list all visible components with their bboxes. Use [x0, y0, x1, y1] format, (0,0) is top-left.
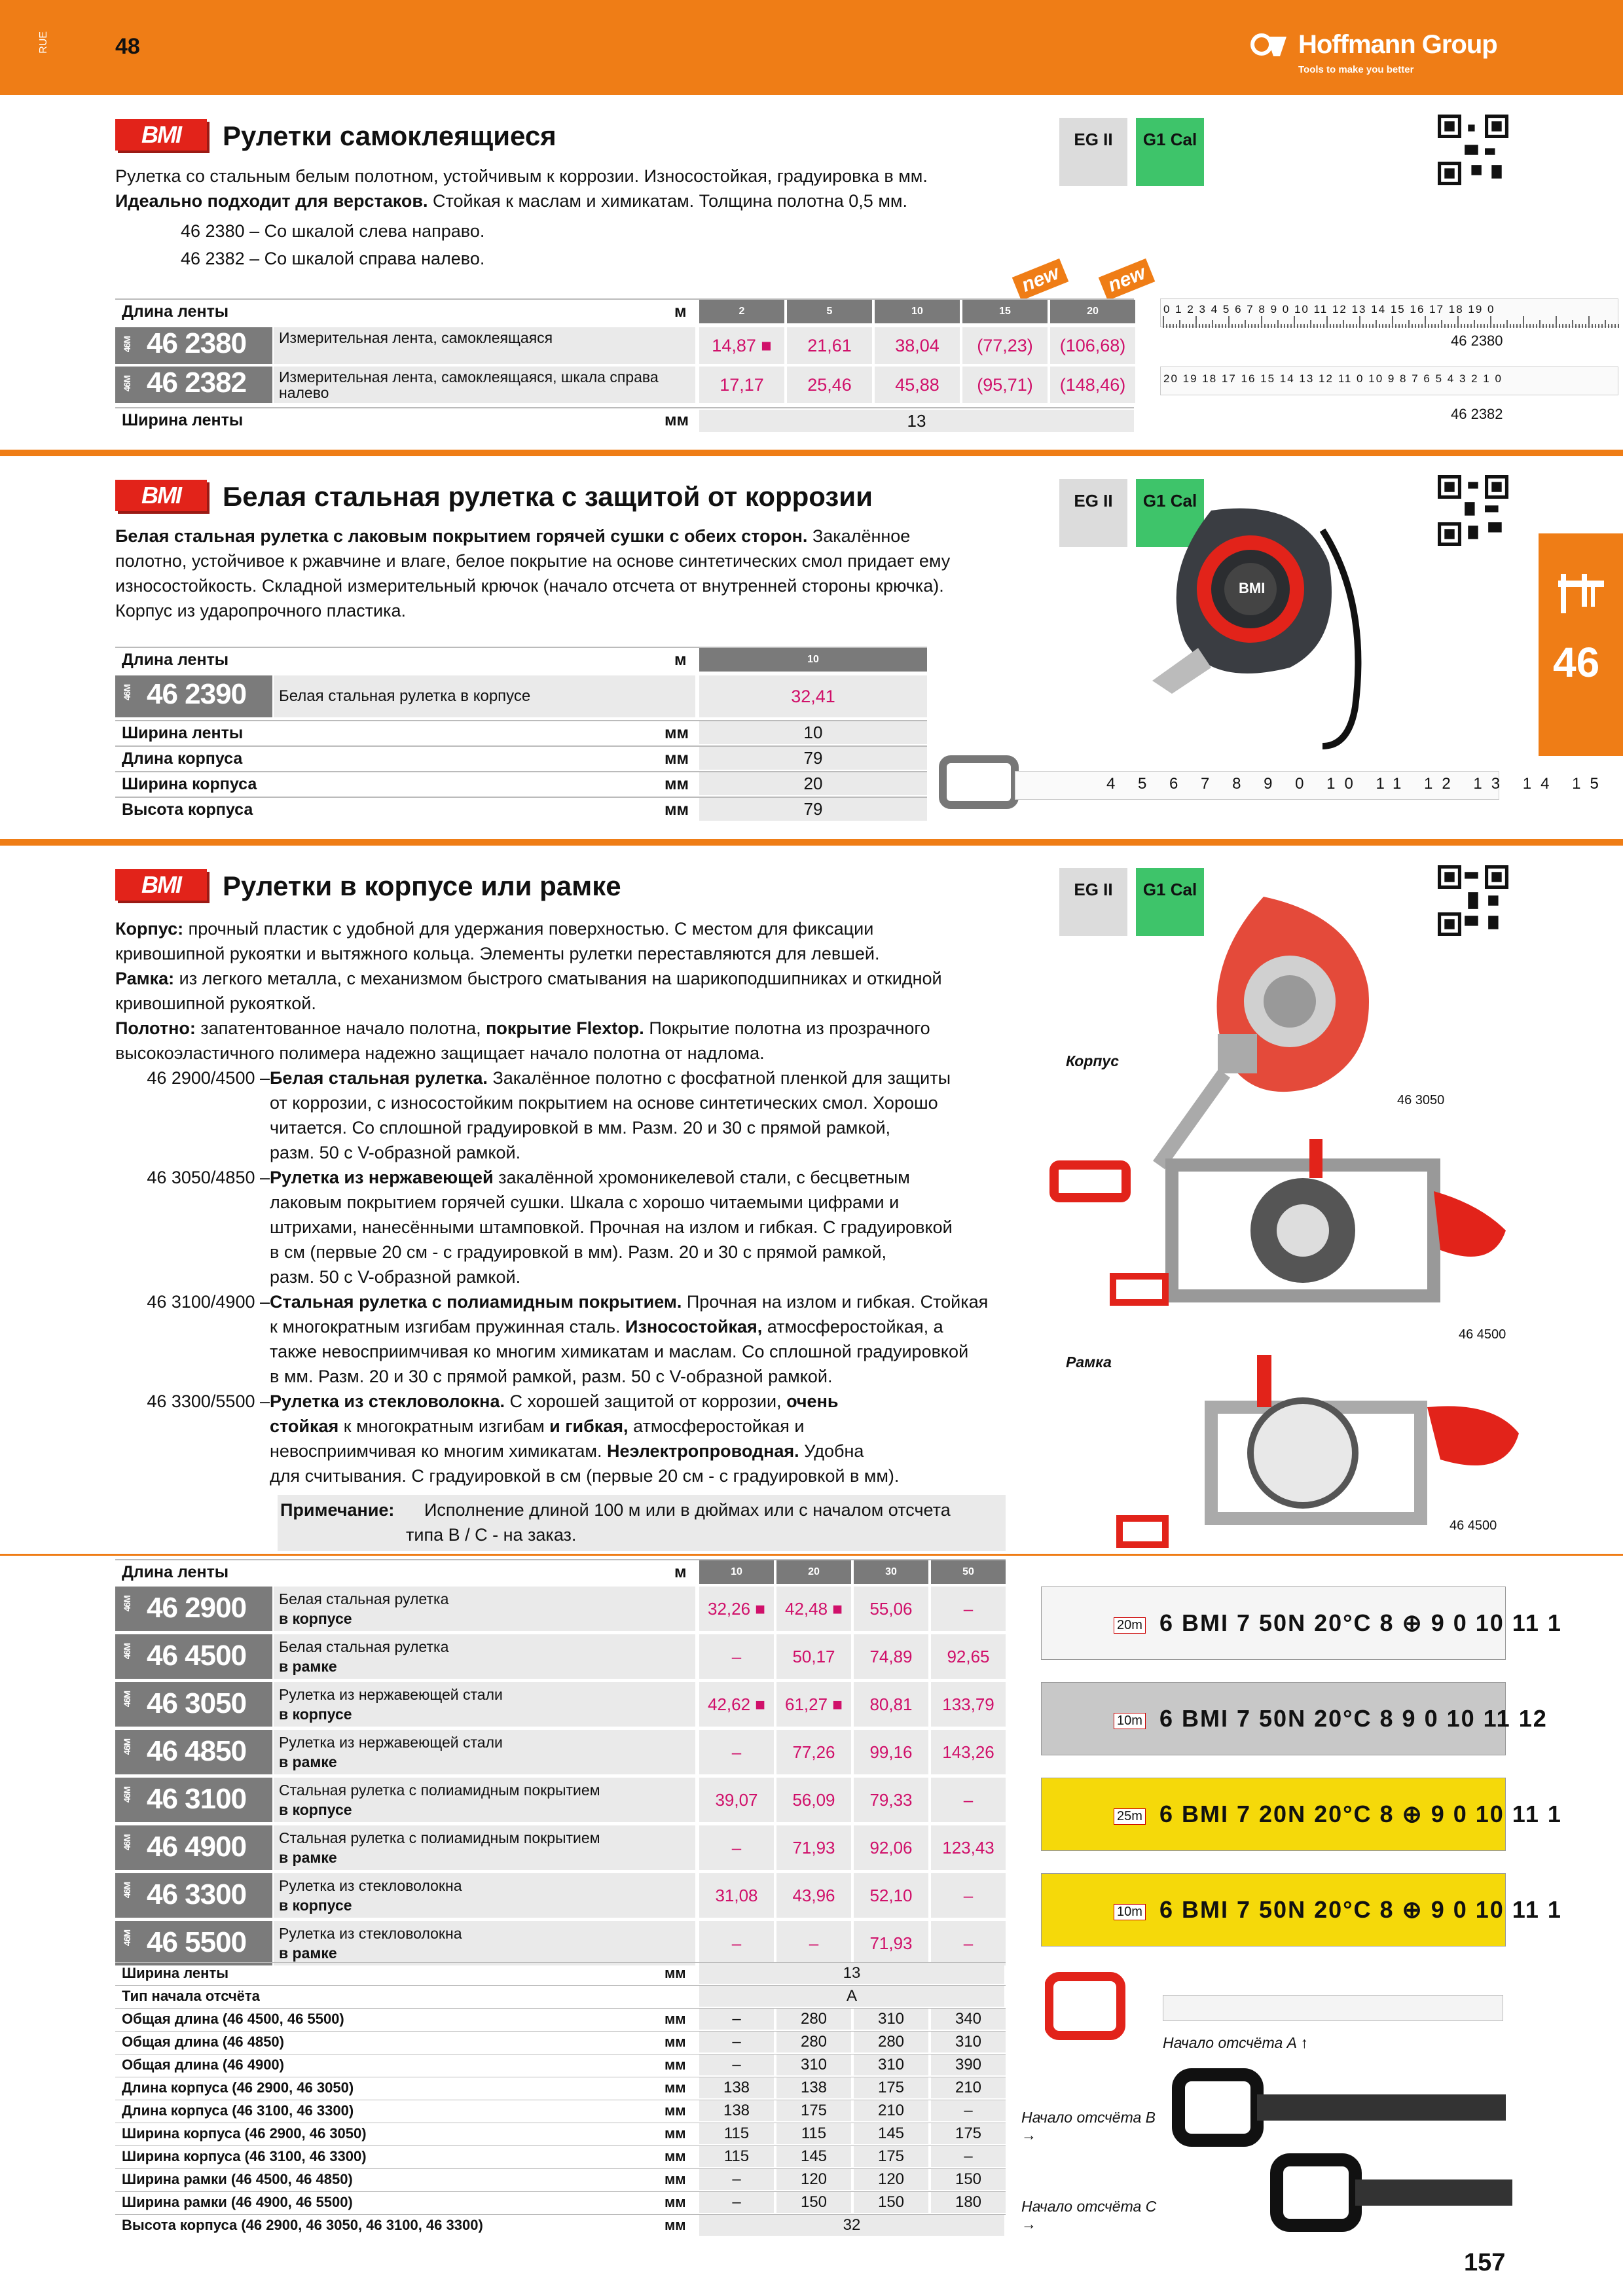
row-label: Ширина корпуса	[122, 775, 257, 793]
tape-digits: 6 BMI 7 20N 20°C 8 ⊕ 9 0 10 11 1	[1159, 1801, 1562, 1827]
length-header: 15	[962, 300, 1048, 323]
property-value: 150	[931, 2169, 1006, 2190]
price: 77,26	[776, 1730, 851, 1774]
desc-line: Полотно: запатентованное начало полотна, покрытие Flextop. Покрытие полотна из прозрачного	[115, 1018, 930, 1038]
property-value: –	[699, 2192, 774, 2213]
length-header: 2	[699, 300, 784, 323]
price: 42,48 ■	[776, 1587, 851, 1631]
article-tag: 46M	[122, 376, 132, 392]
variant-description: Рулетка из стекловолокна. С хорошей защитой от коррозии, очень стойкая к многократным изгибам и гибкая, атмосферостойкая и невосприимчивая ко многим химикатам. Неэлектропроводная. Удобна для считывания. С градуировкой в см (первые 20 см - с градуировкой в мм).	[270, 1391, 900, 1486]
unit: мм	[665, 775, 689, 793]
price: –	[699, 1825, 774, 1870]
unit: мм	[665, 749, 689, 768]
property-value: 210	[854, 2100, 928, 2121]
tape-digits: 4 5 6 7 8 9 0 10 11 12 13 14 15	[1106, 775, 1608, 793]
description-line: в корпусе	[279, 1801, 352, 1818]
property-value: –	[931, 2146, 1006, 2167]
article-number[interactable]	[115, 1778, 272, 1822]
article-tag: 46M	[122, 1882, 132, 1899]
price: (106,68)	[1050, 327, 1135, 364]
unit: мм	[665, 2194, 686, 2210]
unit: мм	[665, 2079, 686, 2096]
section-description	[115, 164, 928, 213]
row-label: Ширина ленты	[122, 411, 244, 429]
row-label: Общая длина (46 4500, 46 5500)	[122, 2011, 344, 2027]
variant-description: Рулетка из нержавеющей закалённой хромоникелевой стали, с бесцветным лаковым покрытием горячей сушки. Шкала с хорошо читаемыми цифрами и штрихами, нанесёнными штамповкой. Прочная на излом и гибкая. С градуировкой в см (первые 20 см - с градуировкой в мм). Разм. 20 и 30 с прямой рамкой, разм. 50 с V-образной рамкой.	[270, 1168, 953, 1287]
price: –	[699, 1921, 774, 1965]
product-description	[274, 1634, 695, 1679]
price: –	[699, 1634, 774, 1679]
brand-tagline: Tools to make you better	[1298, 64, 1414, 75]
row-label: Общая длина (46 4900)	[122, 2056, 284, 2073]
page-number-top: 48	[115, 34, 140, 59]
property-value: 138	[776, 2077, 851, 2098]
description-line: Белая стальная рулетка	[279, 1590, 449, 1607]
price: 92,65	[931, 1634, 1006, 1679]
start-type-b-label: Начало отсчёта B →	[1021, 2109, 1156, 2144]
article-number[interactable]	[115, 327, 272, 364]
article-code: 46 5500	[147, 1926, 247, 1958]
length-header: 10	[699, 648, 927, 672]
article-code: 46 2900	[147, 1592, 247, 1624]
image-caption-case: Корпус	[1066, 1052, 1119, 1069]
property-value: 32	[699, 2215, 1004, 2236]
desc-line: Идеально подходит для верстаков. Стойкая к маслам и химикатам. Толщина полотна 0,5 мм.	[115, 191, 907, 211]
unit: мм	[665, 1965, 686, 1981]
desc-line: высокоэластичного полимера надежно защищает начало полотна от надлома.	[115, 1043, 765, 1063]
variant-description: Стальная рулетка с полиамидным покрытием. Прочная на излом и гибкая. Стойкая к многократным изгибам пружинная сталь. Износостойкая, атмосферостойкая, а также невосприимчивая ко многим химикатам и маслам. Со сплошной градуировкой в мм. Разм. 20 и 30 с прямой рамкой, разм. 50 с V-образной рамкой.	[270, 1292, 989, 1386]
tape-length-tag: 10m	[1114, 1713, 1146, 1729]
property-value: 145	[776, 2146, 851, 2167]
property-value: 138	[699, 2077, 774, 2098]
article-code: 46 2380	[147, 327, 247, 359]
article-number[interactable]: 46M 46 2390	[115, 675, 272, 717]
section-description	[115, 916, 942, 1066]
price: 61,27 ■	[776, 1682, 851, 1727]
description-line: в рамке	[279, 1945, 337, 1962]
bmi-logo: BMI	[115, 119, 207, 151]
divider	[115, 407, 1134, 408]
price: 92,06	[854, 1825, 928, 1870]
unit: м	[674, 651, 687, 669]
length-header: 10	[699, 1560, 774, 1584]
desc-line: Рулетка со стальным белым полотном, устойчивым к коррозии. Износостойкая, градуировка в мм.	[115, 166, 928, 186]
length-header: 50	[931, 1560, 1006, 1584]
price: 79,33	[854, 1778, 928, 1822]
unit: мм	[665, 2171, 686, 2187]
variant-code: 46 3100/4900 –	[147, 1292, 270, 1312]
description-line: Белая стальная рулетка	[279, 1638, 449, 1655]
unit: мм	[665, 2011, 686, 2027]
image-caption: 46 2380	[1451, 332, 1503, 349]
tape-digits: 6 BMI 7 50N 20°C 8 9 0 10 11 12	[1159, 1705, 1548, 1732]
length-header: 30	[854, 1560, 928, 1584]
price: –	[699, 1730, 774, 1774]
caliper-icon	[1552, 567, 1611, 626]
bmi-logo: BMI	[115, 869, 207, 901]
section-description	[115, 524, 950, 623]
row-label: Ширина рамки (46 4500, 46 4850)	[122, 2171, 353, 2187]
tape-sample	[1041, 1778, 1562, 1851]
property-value: 115	[699, 2146, 774, 2167]
price: 45,88	[875, 367, 960, 403]
article-tag: 46M	[122, 336, 132, 353]
bmi-logo: BMI	[115, 480, 207, 511]
price: 38,04	[875, 327, 960, 364]
price: 43,96	[776, 1873, 851, 1918]
property-value: 175	[776, 2100, 851, 2121]
image-article-label: 46 3050	[1397, 1093, 1445, 1107]
unit: мм	[665, 2148, 686, 2164]
section-separator	[0, 839, 1623, 846]
price: 143,26	[931, 1730, 1006, 1774]
unit: мм	[665, 2125, 686, 2142]
length-header: 5	[787, 300, 872, 323]
eg-badge: EG II	[1059, 868, 1127, 936]
new-badge: new	[1012, 259, 1069, 301]
property-value: –	[931, 2100, 1006, 2121]
price: (95,71)	[962, 367, 1048, 403]
article-number[interactable]	[115, 1634, 272, 1679]
svg-text:BMI: BMI	[1239, 580, 1266, 596]
section-tab-number: 46	[1553, 639, 1600, 686]
description-line: в рамке	[279, 1753, 337, 1770]
price: 74,89	[854, 1634, 928, 1679]
image-caption: 46 2382	[1451, 406, 1503, 422]
price: (77,23)	[962, 327, 1048, 364]
article-tag: 46M	[122, 1691, 132, 1708]
price: 52,10	[854, 1873, 928, 1918]
row-label: Длина ленты	[122, 302, 229, 321]
product-description	[274, 1587, 695, 1631]
property-value: 150	[776, 2192, 851, 2213]
property-value: 310	[854, 2054, 928, 2075]
row-label: Высота корпуса (46 2900, 46 3050, 46 3100, 46 3300)	[122, 2217, 483, 2233]
new-badge: new	[1099, 259, 1156, 301]
product-description	[274, 1682, 695, 1727]
property-value: A	[699, 1986, 1004, 2007]
unit: мм	[665, 724, 689, 742]
start-type-b-image	[1172, 2068, 1512, 2147]
g1-cal-badge: G1 Cal	[1136, 118, 1204, 186]
desc-line: Белая стальная рулетка с лаковым покрытием горячей сушки с обеих сторон. Закалённое	[115, 526, 911, 546]
product-description	[274, 1825, 695, 1870]
description-line: Стальная рулетка с полиамидным покрытием	[279, 1782, 600, 1799]
description-line: Рулетка из стекловолокна	[279, 1925, 462, 1942]
product-description: Измерительная лента, самоклеящаяся	[274, 327, 695, 364]
g1-cal-badge: G1 Cal	[1136, 868, 1204, 936]
price: 32,41	[699, 675, 927, 717]
language-code: RUE	[38, 31, 49, 54]
variant-item: 46 2380 – Со шкалой слева направо.	[181, 221, 485, 241]
tape-sample	[1041, 1587, 1562, 1660]
property-value: 175	[854, 2077, 928, 2098]
note-text: типа B / C - на заказ.	[406, 1525, 577, 1545]
property-value: 79	[699, 798, 927, 821]
unit: м	[674, 1563, 687, 1581]
article-number[interactable]	[115, 367, 272, 403]
section-tab[interactable]	[1539, 533, 1623, 756]
article-number[interactable]	[115, 1730, 272, 1774]
product-description: Белая стальная рулетка в корпусе	[274, 675, 695, 717]
unit: мм	[665, 2102, 686, 2119]
tape-length-tag: 10m	[1114, 1904, 1146, 1920]
row-label: Общая длина (46 4850)	[122, 2034, 284, 2050]
desc-line: кривошипной рукоятки и вытяжного кольца. Элементы рулетки переставляются для левшей.	[115, 944, 880, 963]
section-title: Белая стальная рулетка с защитой от коррозии	[223, 481, 873, 512]
hoffmann-logo-icon	[1247, 30, 1293, 63]
unit: мм	[665, 411, 689, 429]
variant-list	[181, 219, 484, 271]
row-label: Тип начала отсчёта	[122, 1988, 260, 2004]
desc-line: Рамка: из легкого металла, с механизмом быстрого сматывания на шарикоподшипниках и откидной	[115, 969, 942, 988]
article-number[interactable]	[115, 1682, 272, 1727]
image-article-label: 46 4500	[1450, 1518, 1497, 1533]
desc-line: полотно, устойчивое к ржавчине и влаге, белое покрытие на основе синтетических смол придает ему	[115, 551, 951, 571]
price: 25,46	[787, 367, 872, 403]
desc-line: Корпус из ударопрочного пластика.	[115, 601, 407, 620]
description-line: в корпусе	[279, 1897, 352, 1914]
article-code: 46 4850	[147, 1735, 247, 1767]
desc-line: кривошипной рукояткой.	[115, 994, 316, 1013]
row-label: Ширина ленты	[122, 724, 244, 742]
price: (148,46)	[1050, 367, 1135, 403]
property-value: 210	[931, 2077, 1006, 2098]
property-value: 10	[699, 721, 927, 744]
article-code: 46 3050	[147, 1687, 247, 1719]
row-label: Высота корпуса	[122, 800, 253, 819]
tape-image	[936, 753, 1608, 812]
tape-digits: 6 BMI 7 50N 20°C 8 ⊕ 9 0 10 11 1	[1159, 1896, 1562, 1923]
desc-line: Корпус: прочный пластик с удобной для удержания поверхностью. С местом для фиксации	[115, 919, 874, 939]
price: 39,07	[699, 1778, 774, 1822]
article-code: 46 3100	[147, 1783, 247, 1815]
description-line: Стальная рулетка с полиамидным покрытием	[279, 1829, 600, 1846]
eg-badge: EG II	[1059, 118, 1127, 186]
row-label: Длина корпуса (46 3100, 46 3300)	[122, 2102, 354, 2119]
property-value: 145	[854, 2123, 928, 2144]
description-line: в рамке	[279, 1849, 337, 1866]
product-description	[274, 1730, 695, 1774]
description-line: в рамке	[279, 1658, 337, 1675]
price: 133,79	[931, 1682, 1006, 1727]
price: –	[931, 1921, 1006, 1965]
property-value: –	[699, 2009, 774, 2030]
property-value: 150	[854, 2192, 928, 2213]
property-value: 180	[931, 2192, 1006, 2213]
unit: мм	[665, 2217, 686, 2233]
article-number[interactable]	[115, 1921, 272, 1965]
page-number-bottom: 157	[1464, 2249, 1506, 2276]
article-tag: 46M	[122, 1930, 132, 1946]
unit: м	[674, 302, 687, 321]
length-header: 20	[1050, 300, 1135, 323]
property-value: 280	[776, 2032, 851, 2053]
article-code: 46 3300	[147, 1878, 247, 1910]
tape-length-tag: 25m	[1114, 1808, 1146, 1825]
start-type-a-image	[1045, 1970, 1503, 2042]
description-line: Рулетка из нержавеющей стали	[279, 1686, 503, 1703]
price: 80,81	[854, 1682, 928, 1727]
tape-image-ltr	[1160, 298, 1618, 327]
price: 55,06	[854, 1587, 928, 1631]
product-description	[274, 1873, 695, 1918]
row-label: Длина ленты	[122, 651, 229, 669]
note-box	[278, 1495, 1006, 1551]
property-value: –	[699, 2032, 774, 2053]
price: 14,87 ■	[699, 327, 784, 364]
price: 56,09	[776, 1778, 851, 1822]
variant-description: Белая стальная рулетка. Закалённое полотно с фосфатной пленкой для защиты от коррозии, с износостойким покрытием на основе синтетических смол. Хорошо читается. Со сплошной градуировкой в мм. Разм. 20 и 30 с прямой рамкой, разм. 50 с V-образной рамкой.	[270, 1068, 951, 1162]
section-separator	[0, 450, 1623, 456]
price: 32,26 ■	[699, 1587, 774, 1631]
tape-digits: 6 BMI 7 50N 20°C 8 ⊕ 9 0 10 11 1	[1159, 1609, 1562, 1636]
variant-code: 46 2900/4500 –	[147, 1068, 270, 1088]
section-title: Рулетки в корпусе или рамке	[223, 870, 621, 901]
property-value: –	[699, 2054, 774, 2075]
price: –	[931, 1873, 1006, 1918]
qr-code-icon[interactable]	[1438, 115, 1508, 185]
article-tag: 46M	[122, 1643, 132, 1660]
brand-name: Hoffmann Group	[1298, 30, 1497, 59]
property-value: 310	[776, 2054, 851, 2075]
unit: мм	[665, 800, 689, 819]
desc-line: износостойкость. Складной измерительный крючок (начало отсчета от внутренней стороны крючка).	[115, 576, 944, 596]
price: –	[776, 1921, 851, 1965]
property-value: 20	[699, 772, 927, 795]
price: 42,62 ■	[699, 1682, 774, 1727]
price: –	[931, 1778, 1006, 1822]
property-value: 120	[776, 2169, 851, 2190]
row-label: Ширина корпуса (46 2900, 46 3050)	[122, 2125, 367, 2142]
section-title: Рулетки самоклеящиеся	[223, 120, 556, 151]
property-value: 120	[854, 2169, 928, 2190]
article-code: 46 4900	[147, 1831, 247, 1863]
price: 71,93	[776, 1825, 851, 1870]
description-line: Рулетка из стекловолокна	[279, 1877, 462, 1894]
price: 123,43	[931, 1825, 1006, 1870]
start-type-c-image	[1270, 2153, 1519, 2232]
width-value: 13	[699, 410, 1134, 432]
start-type-a-label: Начало отсчёта A ↑	[1163, 2034, 1309, 2051]
unit: мм	[665, 2034, 686, 2050]
hoffmann-logo	[1247, 27, 1509, 80]
note-text: Исполнение длиной 100 м или в дюймах или с началом отсчета	[424, 1500, 951, 1520]
property-value: 310	[931, 2032, 1006, 2053]
product-description	[274, 1921, 695, 1965]
property-value: 280	[854, 2032, 928, 2053]
property-value: 138	[699, 2100, 774, 2121]
image-article-label: 46 4500	[1459, 1327, 1506, 1342]
eg-badge: EG II	[1059, 479, 1127, 547]
price: 99,16	[854, 1730, 928, 1774]
length-header: 10	[875, 300, 960, 323]
row-label: Ширина рамки (46 4900, 46 5500)	[122, 2194, 353, 2210]
property-value: 310	[854, 2009, 928, 2030]
tape-digits: 0 1 2 3 4 5 6 7 8 9 0 10 11 12 13 14 15 16 17 18 19 0	[1163, 303, 1495, 315]
article-tag: 46M	[122, 1596, 132, 1612]
row-label: Ширина корпуса (46 3100, 46 3300)	[122, 2148, 367, 2164]
header-bar	[0, 0, 1623, 95]
article-number[interactable]	[115, 1873, 272, 1918]
tape-length-tag: 20m	[1114, 1617, 1146, 1634]
variant-code: 46 3050/4850 –	[147, 1168, 270, 1187]
price: –	[931, 1587, 1006, 1631]
red-hook-icon	[1045, 1970, 1163, 2042]
variant-item: 46 2382 – Со шкалой справа налево.	[181, 249, 485, 268]
price: 17,17	[699, 367, 784, 403]
tape-sample	[1041, 1873, 1562, 1946]
property-value: –	[699, 2169, 774, 2190]
description-line: в корпусе	[279, 1610, 352, 1627]
note-label: Примечание:	[280, 1500, 395, 1520]
g1-cal-badge: G1 Cal	[1136, 479, 1204, 547]
property-value: 79	[699, 747, 927, 770]
description-line: Рулетка из нержавеющей стали	[279, 1734, 503, 1751]
property-value: 13	[699, 1963, 1004, 1984]
article-number[interactable]	[115, 1587, 272, 1631]
unit: мм	[665, 2056, 686, 2073]
price: 50,17	[776, 1634, 851, 1679]
property-value: 115	[776, 2123, 851, 2144]
property-value: 175	[854, 2146, 928, 2167]
row-label: Ширина ленты	[122, 1965, 229, 1981]
property-value: 280	[776, 2009, 851, 2030]
article-tag: 46M	[122, 1787, 132, 1803]
article-number[interactable]	[115, 1825, 272, 1870]
start-type-c-label: Начало отсчёта C →	[1021, 2198, 1157, 2233]
tape-digits: 20 19 18 17 16 15 14 13 12 11 0 10 9 8 7 6 5 4 3 2 1 0	[1163, 372, 1503, 385]
tape-sample	[1041, 1682, 1548, 1755]
qr-code-icon[interactable]	[1438, 865, 1508, 936]
qr-code-icon[interactable]	[1438, 475, 1508, 546]
length-header: 20	[776, 1560, 851, 1584]
price: 71,93	[854, 1921, 928, 1965]
property-value: 175	[931, 2123, 1006, 2144]
price: 21,61	[787, 327, 872, 364]
row-label: Длина корпуса	[122, 749, 243, 768]
description-line: в корпусе	[279, 1706, 352, 1723]
product-description	[274, 1778, 695, 1822]
product-description: Измерительная лента, самоклеящаяся, шкала справа налево	[274, 367, 695, 403]
article-code: 46 2382	[147, 367, 247, 399]
row-label: Длина ленты	[122, 1563, 229, 1581]
article-tag: 46M	[122, 1739, 132, 1755]
property-value: 390	[931, 2054, 1006, 2075]
article-tag: 46M	[122, 1835, 132, 1851]
tape-frame-image	[1048, 1126, 1519, 1374]
article-code: 46 4500	[147, 1640, 247, 1672]
row-label: Длина корпуса (46 2900, 46 3050)	[122, 2079, 354, 2096]
price: 31,08	[699, 1873, 774, 1918]
property-value: 340	[931, 2009, 1006, 2030]
table-top-rule	[0, 1554, 1623, 1556]
property-value: 115	[699, 2123, 774, 2144]
image-caption-frame: Рамка	[1066, 1354, 1112, 1371]
variant-code: 46 3300/5500 –	[147, 1391, 270, 1411]
tape-image-rtl	[1160, 367, 1618, 395]
